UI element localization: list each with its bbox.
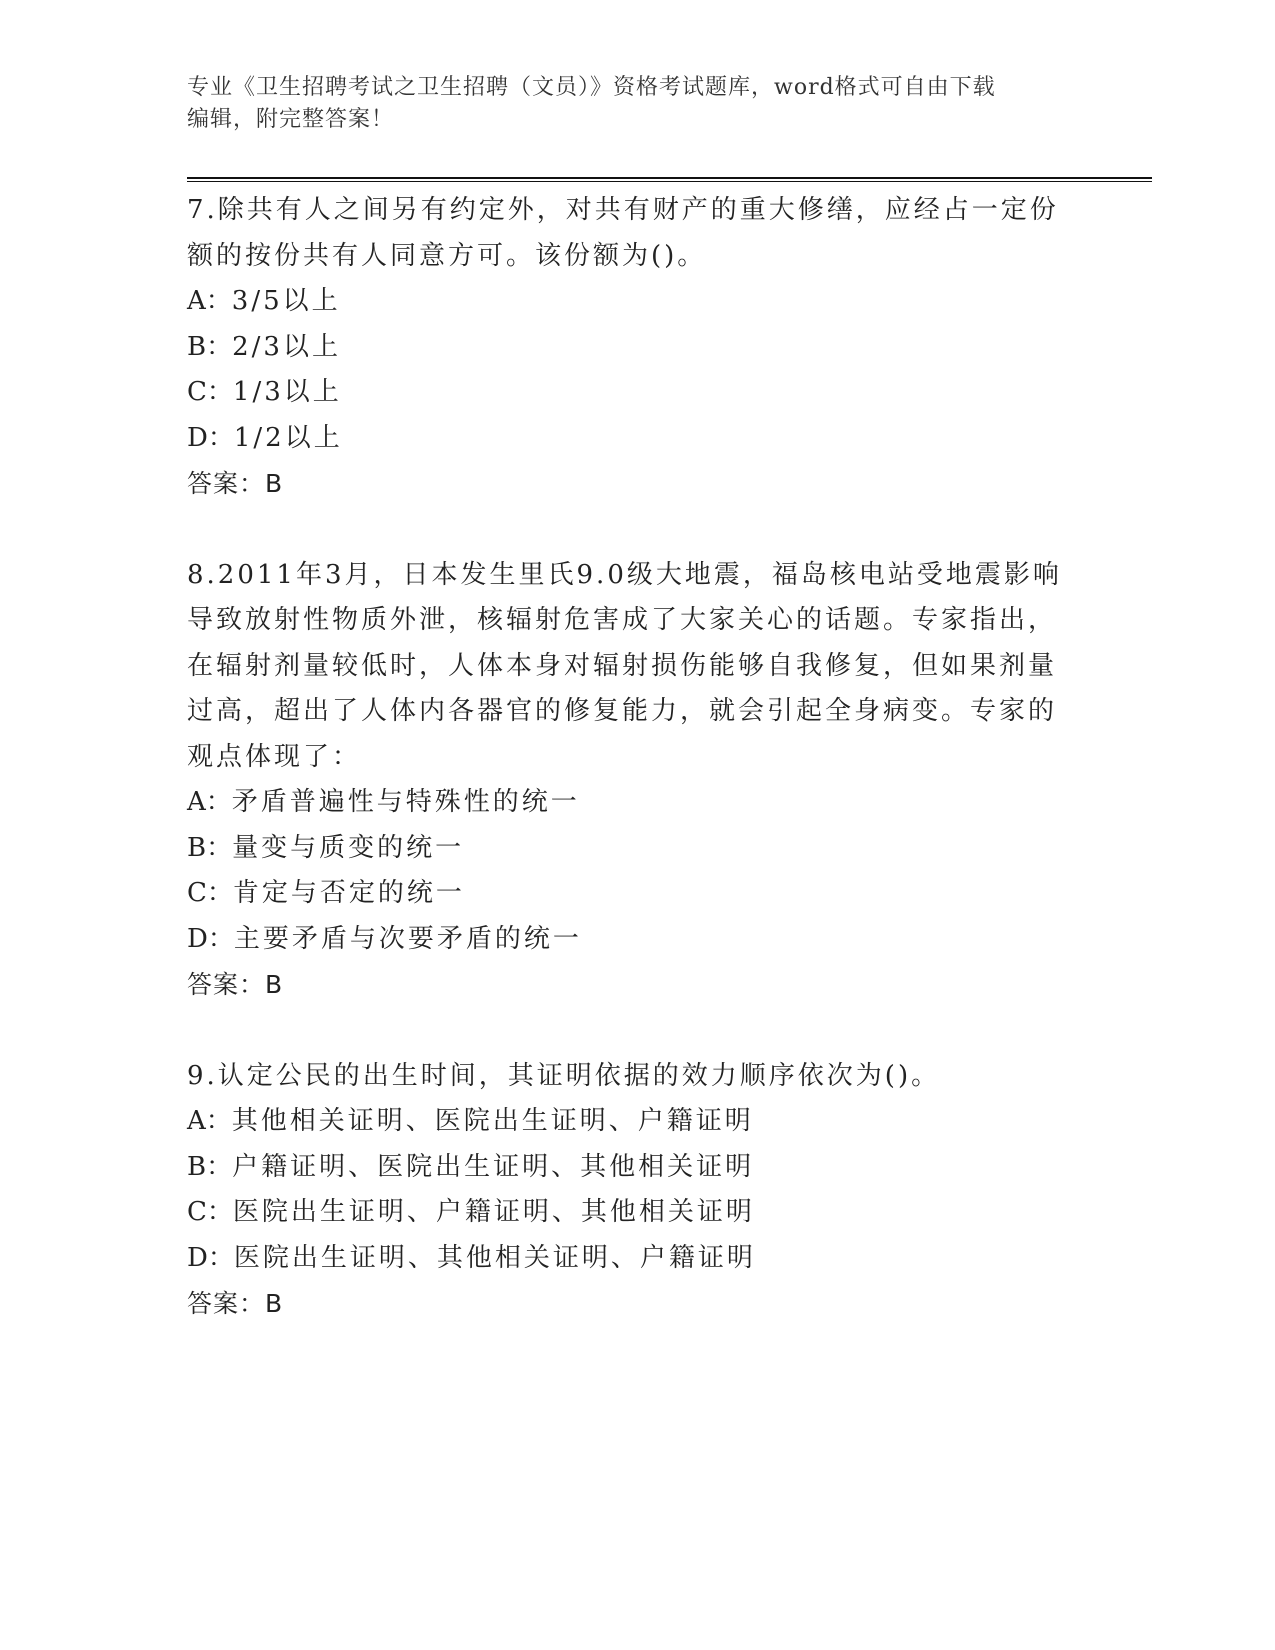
option-text: 医院出生证明、其他相关证明、户籍证明	[233, 1242, 756, 1273]
option-text: 主要矛盾与次要矛盾的统一	[233, 923, 582, 954]
answer-line: 答案：B	[187, 469, 284, 498]
option-text: 其他相关证明、医院出生证明、户籍证明	[231, 1106, 754, 1136]
option-key: C：	[187, 377, 233, 407]
question-stem: 9.认定公民的出生时间，其证明依据的效力顺序依次为()。	[187, 1060, 941, 1091]
option-key: C：	[187, 878, 233, 908]
option-text: 户籍证明、医院出生证明、其他相关证明	[232, 1151, 755, 1182]
option-key: A：	[187, 1106, 232, 1136]
question-7	[187, 188, 1067, 507]
option-text: 3/5以上	[231, 286, 341, 316]
option-text: 医院出生证明、户籍证明、其他相关证明	[232, 1197, 755, 1227]
option-d	[187, 1236, 1067, 1282]
option-a	[187, 780, 1067, 826]
option-key: A：	[187, 286, 232, 316]
option-b	[187, 1145, 1067, 1191]
option-key: D：	[187, 1242, 234, 1273]
answer-line: 答案：B	[187, 1289, 284, 1318]
option-c	[187, 871, 1067, 917]
question-list	[187, 188, 1067, 1373]
option-d	[187, 917, 1067, 963]
question-9	[187, 1054, 1067, 1327]
option-key: D：	[187, 422, 234, 453]
option-b	[187, 325, 1067, 371]
option-text: 1/3以上	[232, 377, 342, 407]
option-text: 肯定与否定的统一	[232, 878, 465, 908]
header-line-1: 专业《卫生招聘考试之卫生招聘（文员）》资格考试题库，word格式可自由下载	[187, 75, 996, 100]
question-stem: 7.除共有人之间另有约定外，对共有财产的重大修缮，应经占一定份额的按份共有人同意方可。该份额为()。	[187, 195, 1059, 271]
document-header	[187, 72, 1067, 136]
option-c	[187, 370, 1067, 416]
option-d	[187, 416, 1067, 462]
option-key: B：	[187, 331, 233, 362]
option-a	[187, 279, 1067, 325]
header-line-2: 编辑，附完整答案！	[187, 107, 395, 132]
option-text: 矛盾普遍性与特殊性的统一	[231, 787, 580, 817]
option-text: 1/2以上	[233, 422, 343, 453]
question-stem: 8.2011年3月，日本发生里氏9.0级大地震，福岛核电站受地震影响导致放射性物质外泄，核辐射危害成了大家关心的话题。专家指出，在辐射剂量较低时，人体本身对辐射损伤能够自我修复，但如果剂量过高，超出了人体内各器官的修复能力，就会引起全身病变。专家的观点体现了：	[187, 559, 1062, 772]
option-b	[187, 826, 1067, 872]
option-key: B：	[187, 1151, 233, 1182]
header-divider	[187, 177, 1152, 182]
option-key: C：	[187, 1197, 233, 1227]
option-key: D：	[187, 923, 234, 954]
question-8	[187, 553, 1067, 1008]
option-a	[187, 1099, 1067, 1145]
option-text: 量变与质变的统一	[232, 832, 465, 863]
answer-line: 答案：B	[187, 970, 284, 999]
option-key: B：	[187, 832, 233, 863]
option-c	[187, 1190, 1067, 1236]
option-key: A：	[187, 787, 232, 817]
option-text: 2/3以上	[232, 331, 341, 362]
